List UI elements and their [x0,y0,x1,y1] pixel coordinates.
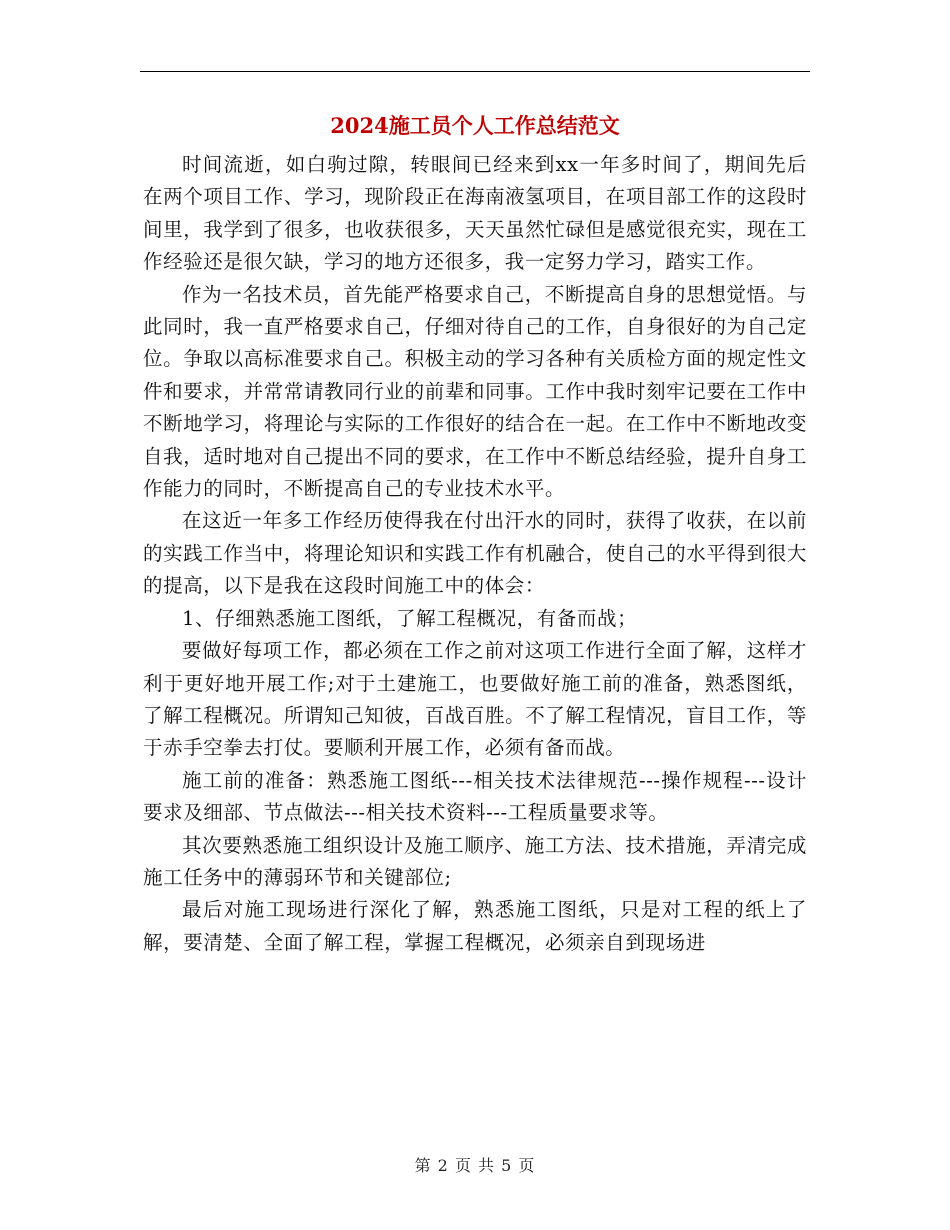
list-heading: 1、仔细熟悉施工图纸，了解工程概况，有备而战； [182,606,638,630]
paragraph: 施工前的准备：熟悉施工图纸---相关技术法律规范---操作规程---设计要求及细部、节点做法---相关技术资料---工程质量要求等。 [143,768,807,825]
page-number-footer: 第 2 页 共 5 页 [414,1156,536,1175]
paragraph: 时间流逝，如白驹过隙，转眼间已经来到xx一年多时间了，期间先后在两个项目工作、学习，现阶段正在海南液氢项目，在项目部工作的这段时间里，我学到了很多，也收获很多，天天虽然忙碌但是感觉很充实，现在工作经验还是很欠缺，学习的地方还很多，我一定努力学习，踏实工作。 [143,153,807,274]
paragraph: 其次要熟悉施工组织设计及施工顺序、施工方法、技术措施，弄清完成施工任务中的薄弱环节和关键部位; [143,833,807,889]
paragraph: 作为一名技术员，首先能严格要求自己，不断提高自身的思想觉悟。与此同时，我一直严格要求自己，仔细对待自己的工作，自身很好的为自己定位。争取以高标准要求自己。积极主动的学习各种有关质检方面的规定性文件和要求，并常常请教同行业的前辈和同事。工作中我时刻牢记要在工作中不断地学习，将理论与实际的工作很好的结合在一起。在工作中不断地改变自我，适时地对自己提出不同的要求，在工作中不断总结经验，提升自身工作能力的同时，不断提高自己的专业技术水平。 [143,282,807,501]
paragraph: 在这近一年多工作经历使得我在付出汗水的同时，获得了收获，在以前的实践工作当中，将理论知识和实践工作有机融合，使自己的水平得到很大的提高，以下是我在这段时间施工中的体会： [143,509,807,598]
paragraph: 最后对施工现场进行深化了解，熟悉施工图纸，只是对工程的纸上了解，要清楚、全面了解工程，掌握工程概况，必须亲自到现场进 [143,898,807,954]
paragraph: 要做好每项工作，都必须在工作之前对这项工作进行全面了解，这样才利于更好地开展工作;对于土建施工，也要做好施工前的准备，熟悉图纸，了解工程概况。所谓知己知彼，百战百胜。不了解工程情况，盲目工作，等于赤手空拳去打仗。要顺利开展工作，必须有备而战。 [143,639,807,760]
header-rule [140,71,810,72]
document-title: 2024施工员个人工作总结范文 [330,113,620,138]
document-body [143,149,807,959]
